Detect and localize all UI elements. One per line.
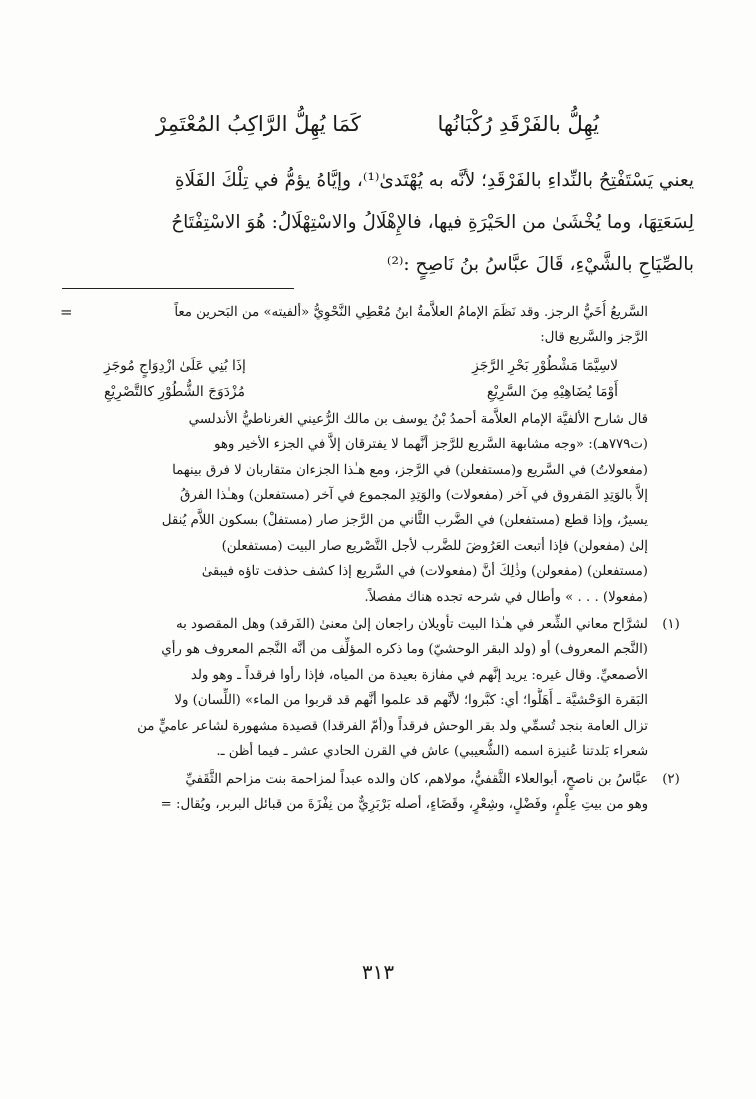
footnote-2 bbox=[64, 767, 694, 818]
footnote-line: السَّريعُ أُخَيُّ الرجز. وقد نَظَمَ الإمامُ العلاَّمةُ ابنُ مُعْطِي النَّحْوِيُّ «ألفيته» من البَحرين معاً bbox=[174, 305, 648, 320]
poem-hemistich: مُزْدَوَجَ الشُّطُوْرِ كالتَّصْرِيْعِ bbox=[104, 383, 245, 400]
quoted-poem bbox=[64, 351, 648, 407]
footnote-separator bbox=[62, 288, 294, 289]
footnote-line: تزال العامة بنجد تُسمِّي ولد بقر الوحش فرقداً و(أمّ الفرقدا) قصيدة مشهورة لشاعر عاميٍّ من bbox=[137, 718, 648, 734]
footnote-line: (مفعولا) . . . » وأطال في شرحه تجده هناك مفصلاً. bbox=[364, 589, 648, 605]
poem-hemistich: إذَا بُنِي عَلَىٰ ازْدِوَاجٍ مُوجَزِ bbox=[104, 357, 246, 374]
footnote-line: (مستفعلن) (مفعولن) وذٰلِكَ أنَّ (مفعولات) في السَّريع إذا كشف حذفت تاؤه فيبقىٰ bbox=[201, 564, 648, 580]
footnote-line: قال شارح الألفيَّة الإمام العلاَّمة أحمدُ بْنُ يوسف بن مالك الرُّعيني الغرناطيُّ الأندلسي bbox=[188, 411, 648, 427]
footnote-line: لشرَّاح معاني الشِّعر في هـٰذا البيت تأويلان راجعان إلىٰ معنىٰ (الفَرقد) وهل المقصود به bbox=[176, 617, 648, 633]
continued-footnote-body bbox=[64, 407, 694, 610]
poem-row bbox=[104, 353, 618, 379]
paragraph-line: بالصِّيَاحِ بالشَّيْءِ، قَالَ عبَّاسُ بنُ نَاصِحٍ :⁽²⁾ bbox=[386, 254, 694, 275]
footnote-line: الرَّجز والسَّريع قال: bbox=[540, 330, 648, 346]
footnote-line: إلاَّ بالوَتِدِ المَفروق في آخر (مفعولات) والوَتِدِ المجموع في آخر (مستفعلن) وهـٰذا الفرقُ bbox=[180, 488, 648, 504]
footnote-line: (ت٧٧٩هـ): «وجه مشابهة السَّريع للرَّجز أنَّهما لا يفترقان إلاَّ في الجزء الأخير وهو bbox=[214, 437, 648, 453]
footnote-1 bbox=[64, 612, 694, 764]
continuation-marker: = bbox=[60, 303, 73, 321]
footnote-line: وهو من بيتِ عِلْمٍ، وفَضْلٍ، وشِعْرٍ، وقَضَاءٍ، أصله بَرْبَرِيٌّ من نِفْزَةَ من قبائل البربر، ويُقال: = bbox=[160, 796, 648, 812]
paragraph-line: لِسَعَتِهَا، وما يُخْشَىٰ من الحَيْرَةِ فيها، فالإِهْلَالُ والاسْتِهْلَالُ: هُوَ الاسْتِفْتَاحُ bbox=[171, 212, 694, 233]
footnote-marker bbox=[648, 300, 694, 407]
footnote-line: شعراء بَلدتنا عُنيزة اسمه (الشُّعيبي) عاش في القرن الحادي عشر ـ فيما أظن ـ. bbox=[216, 744, 648, 760]
footnote-line: (النَّجم المعروف) أو (ولد البقر الوحشيّ) وما ذكره المؤلِّف من أنَّه النَّجم المعروف هو رأي bbox=[161, 642, 648, 658]
footnote-line: يسيرٌ، وإذا قطع (مستفعلن) في الضَّرب الثَّاني من الرَّجز صار (مستفلْ) بسكون اللاَّم يُنقل bbox=[161, 513, 648, 529]
footnote-line: عبَّاسُ بن ناصحٍ، أبوالعلاء الثَّقفيُّ، مولاهم، كان والده عبداً لمزاحمة بنت مزاحم الثَّقَفيِّ bbox=[185, 771, 648, 787]
continued-footnote bbox=[60, 300, 694, 407]
page-number: ٣١٣ bbox=[361, 960, 395, 984]
verse-right-hemistich: يُهِلُّ بالفَرْقَدِ رُكْبَانُها bbox=[437, 112, 599, 136]
footnotes-area bbox=[60, 300, 694, 817]
poem-hemistich: أَوْمَا يُضَاهِيْهِ مِنَ السَّرِيْعِ bbox=[486, 383, 618, 400]
footnote-line: إلىٰ (مفعولن) فإذا أتبعت العَرُوضَ للضَّرب لأجل التَّصْريع صار البيت (مستفعلن) bbox=[221, 538, 648, 554]
footnote-line: الأصمعيِّ. وقال غيره: يريد إنَّهم في مفازة بعيدة من المياه، فإذا رأوا فرقداً ـ وهو ولد bbox=[190, 667, 648, 683]
poem-row bbox=[104, 379, 618, 405]
footnote-number: (٢) bbox=[662, 771, 680, 787]
paragraph-line: يعني يَسْتَفْتِحُ بالنِّداءِ بالفَرْقَدِ؛ لأنَّه به يُهْتَدىٰ⁽¹⁾، وإيَّاهُ يؤمُّ في تِلْكَ الفَلَاةِ bbox=[174, 170, 694, 191]
poem-hemistich: لاسِيَّمَا مَشْطُوْرِ بَحْرِ الرَّجَزِ bbox=[472, 357, 618, 374]
verse-left-hemistich: كَمَا يُهِلُّ الرَّاكِبُ المُعْتَمِرْ bbox=[156, 112, 361, 136]
footnote-line: البَقرة الوَحْشيَّة ـ أَهَلُّوا؛ أي: كبَّروا؛ لأنَّهم قد علموا أنَّهم قد قربوا من الماء» (اللِّسان) ولا bbox=[174, 693, 648, 709]
footnote-number: (١) bbox=[662, 617, 680, 633]
main-paragraph bbox=[64, 160, 694, 286]
verse-line bbox=[64, 112, 694, 148]
footnote-line: (مفعولاتُ) في السَّريع و(مستفعلن) في الرَّجز، ومع هـٰذا الجزءان متقاربان لا فرق بينهما bbox=[172, 462, 648, 478]
